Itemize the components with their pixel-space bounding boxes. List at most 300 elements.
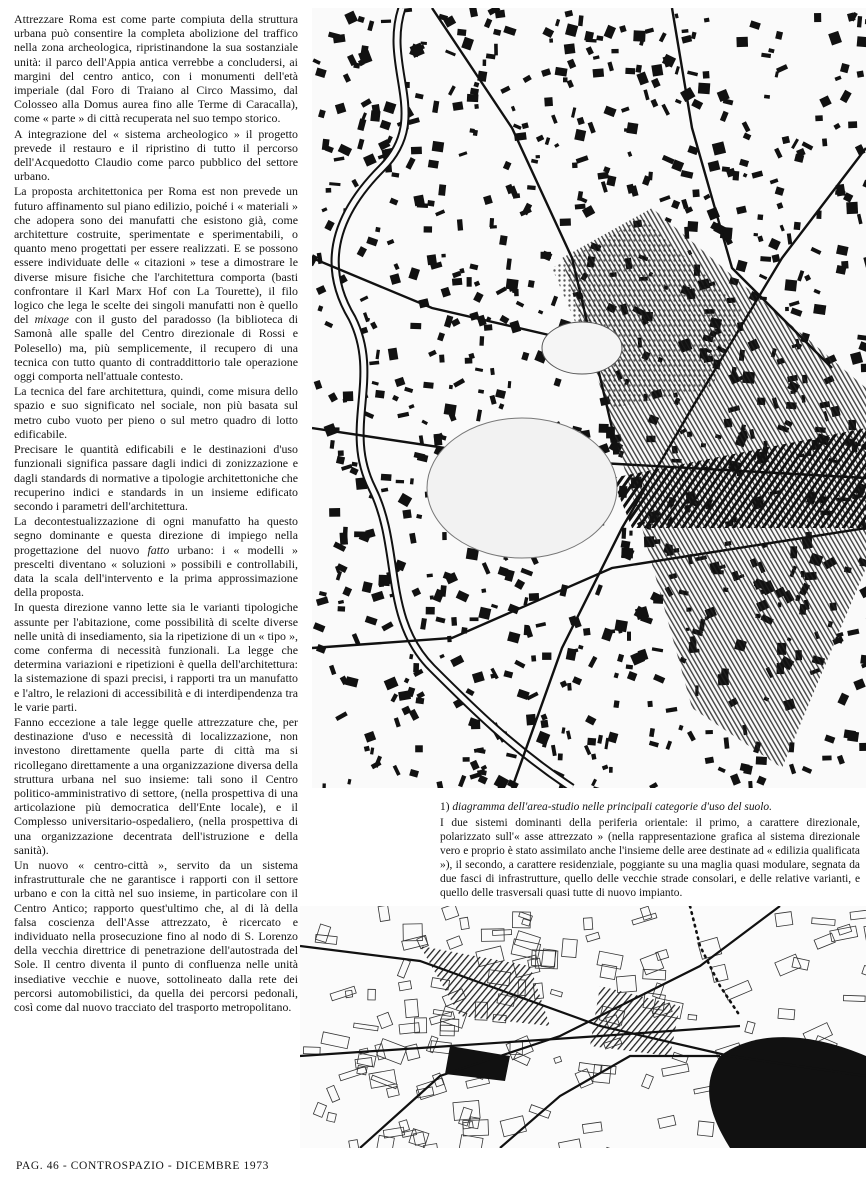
building-block (593, 55, 600, 60)
building-block (837, 693, 849, 706)
building-block (338, 450, 344, 456)
block-outline (440, 1025, 454, 1036)
block-outline (605, 1147, 628, 1148)
building-block (375, 350, 379, 360)
building-block (347, 779, 351, 785)
block-outline (321, 1032, 350, 1049)
building-block (364, 746, 370, 752)
building-block (404, 678, 410, 684)
building-block (427, 200, 435, 207)
caption-body: I due sistemi dominanti della periferia orientale: il primo, a carattere direzionale, polarizzato sull'« asse attrezzato » (nella rappresentazione grafica al sistema direzionale vero e proprio è stato assimilato anche l'insieme delle aree destinate ad « edilizia qualificata »), il secondo, a carattere residenziale, poggiante su una maglia quasi modulare, segnata da due fasci di infrastrutture, quello delle vecchie strade consolari, e delle relative varianti, e quello delle trasversali quasi tutte di nuovo impianto. (440, 817, 860, 899)
building-block (619, 25, 626, 33)
building-block (708, 160, 721, 172)
building-block (712, 141, 726, 155)
building-block (802, 766, 812, 774)
building-block (836, 245, 849, 256)
building-block (774, 148, 782, 159)
building-block (409, 769, 419, 778)
block-outline (688, 1015, 697, 1021)
building-block (486, 53, 496, 59)
building-block (545, 137, 550, 145)
building-block (565, 10, 574, 17)
building-block (394, 263, 400, 270)
building-block (859, 743, 866, 751)
building-block (351, 462, 357, 467)
building-block (414, 452, 426, 460)
building-block (366, 237, 378, 247)
building-block (607, 732, 618, 744)
paragraph-text: La decontestualizzazione di ogni manufatto ha questo segno dominante e questa direzione di impiego nella progettazione del nuovo (14, 514, 298, 557)
building-block (328, 392, 338, 402)
block-outline (775, 954, 801, 976)
building-block (588, 656, 597, 668)
building-block (467, 277, 472, 287)
building-block (474, 104, 479, 109)
building-block (822, 755, 831, 760)
building-block (457, 29, 466, 36)
building-block (840, 63, 850, 73)
building-block (857, 36, 866, 47)
building-block (627, 671, 637, 681)
building-block (469, 264, 478, 271)
building-block (361, 98, 372, 108)
building-block (513, 124, 522, 130)
block-outline (838, 924, 852, 935)
building-block (601, 181, 608, 193)
block-outline (642, 1074, 654, 1089)
building-block (379, 582, 384, 587)
article-body (14, 12, 298, 1015)
building-block (858, 341, 866, 353)
paragraph-text: urbano: i « modelli » prescelti diventano « soluzioni » possibili e controllabili, data la scala dell'intervento e la prima approssimazione della proposta. (14, 542, 298, 600)
building-block (316, 596, 329, 606)
building-block (531, 655, 536, 661)
building-block (444, 315, 453, 328)
building-block (753, 233, 758, 237)
building-block (555, 67, 568, 77)
building-block (789, 300, 800, 306)
building-block (506, 753, 517, 759)
building-block (334, 156, 345, 161)
building-block (572, 676, 582, 685)
building-block (469, 128, 474, 133)
building-block (372, 104, 381, 114)
building-block (428, 160, 439, 169)
building-block (687, 731, 696, 742)
building-block (375, 390, 385, 399)
building-block (613, 700, 619, 708)
building-block (541, 714, 548, 721)
building-block (472, 671, 485, 683)
building-block (564, 43, 576, 54)
building-block (857, 16, 862, 28)
building-block (484, 18, 492, 28)
block-outline (601, 1065, 616, 1074)
building-block (597, 172, 608, 180)
block-outline (579, 1063, 602, 1074)
building-block (338, 600, 344, 604)
dotted-area-east (552, 218, 742, 408)
building-block (602, 764, 609, 770)
building-block (500, 86, 510, 94)
building-block (617, 654, 624, 663)
block-outline (339, 1067, 367, 1081)
block-outline (656, 949, 669, 960)
building-block (479, 336, 484, 346)
building-block (522, 122, 529, 129)
building-block (649, 782, 658, 788)
building-block (416, 514, 422, 519)
building-block (511, 106, 516, 112)
block-outline (792, 957, 809, 970)
building-block (381, 20, 391, 24)
building-block (410, 478, 414, 484)
building-block (768, 238, 781, 250)
block-outline (616, 975, 636, 992)
building-block (814, 13, 821, 22)
building-block (813, 304, 826, 315)
building-block (705, 757, 714, 764)
building-block (777, 202, 784, 209)
building-block (571, 107, 576, 118)
block-outline (327, 1085, 340, 1102)
building-block (850, 352, 863, 365)
building-block (423, 382, 434, 389)
building-block (627, 184, 635, 194)
building-block (575, 204, 586, 210)
building-block (787, 233, 792, 244)
building-block (756, 756, 767, 765)
building-block (476, 409, 482, 421)
building-block (317, 305, 323, 312)
building-block (605, 629, 615, 633)
block-outline (550, 989, 562, 996)
block-outline (583, 918, 592, 930)
residential-area-oval (427, 418, 617, 558)
building-block (415, 745, 423, 752)
building-block (636, 71, 649, 85)
building-block (343, 398, 348, 402)
building-block (645, 28, 654, 34)
building-block (536, 731, 550, 746)
building-block (824, 735, 835, 744)
building-block (383, 101, 396, 114)
building-block (544, 97, 553, 106)
block-outline (582, 1122, 602, 1133)
caption-title: diagramma dell'area-studio nelle principali categorie d'uso del suolo. (452, 801, 772, 813)
building-block (857, 214, 863, 225)
building-block (483, 60, 487, 66)
building-block (474, 281, 480, 287)
building-block (404, 387, 413, 393)
building-block (718, 767, 726, 773)
building-block (491, 604, 498, 609)
building-block (371, 591, 384, 602)
building-block (857, 70, 864, 77)
building-block (315, 68, 327, 78)
building-block (395, 377, 406, 387)
building-block (506, 258, 512, 270)
building-block (409, 404, 415, 409)
building-block (724, 737, 730, 749)
building-block (678, 725, 683, 731)
land-use-diagram-map (312, 8, 866, 788)
building-block (412, 588, 422, 597)
building-block (313, 622, 325, 632)
building-block (442, 532, 447, 540)
building-block (391, 172, 399, 177)
building-block (682, 29, 689, 33)
article-paragraph-6 (14, 514, 298, 599)
building-block (319, 591, 327, 597)
figure-caption (440, 800, 860, 900)
building-block (591, 786, 600, 788)
building-block (764, 95, 770, 99)
building-block (703, 71, 710, 79)
building-block (439, 654, 444, 659)
building-block (316, 644, 327, 654)
building-block (567, 80, 574, 89)
building-block (523, 75, 532, 83)
block-outline (554, 1056, 562, 1063)
building-block (759, 274, 768, 280)
building-block (704, 18, 710, 23)
building-block (652, 647, 664, 652)
building-block (471, 720, 481, 730)
building-block (536, 155, 541, 158)
building-block (499, 235, 507, 245)
building-block (560, 680, 568, 688)
block-outline (775, 912, 793, 927)
building-block (369, 361, 379, 366)
article-paragraph-1 (14, 12, 298, 126)
building-block (527, 185, 536, 190)
building-block (572, 162, 578, 168)
block-outline (778, 1009, 795, 1020)
building-block (551, 296, 558, 307)
building-block (541, 720, 549, 728)
block-outline (640, 953, 664, 975)
block-outline (586, 932, 600, 942)
building-block (739, 159, 749, 167)
block-outline (303, 1047, 320, 1054)
building-block (643, 89, 649, 100)
building-block (666, 741, 673, 750)
building-block (554, 143, 559, 148)
building-block (391, 693, 399, 702)
building-block (374, 756, 382, 768)
infrastructure-diagram-map (300, 906, 866, 1148)
building-block (743, 133, 752, 141)
building-block (380, 120, 392, 131)
paragraph-text: Un nuovo « centro-città », servito da un sistema infrastrutturale che ne garantisce i rapporti con il settore urbano e con la città nel suo insieme, in particolare con il Centro Antico; rapporto quest'ultimo che, al di là della falsa coscienza dell'Asse attrezzato, è ricercato e individuato nella prosecuzione fino al nodo di S. Lorenzo della vecchia direttrice di penetrazione dell'autostrada del Sole. Il centro diventa il punto di confluenza nelle unità insediative vecchie e nuove, sottolineato dalla rete dei percorsi automobilistici, da quella dei percorsi pedonali, così come dal nuovo tracciato del trasporto metropolitano. (14, 857, 298, 1015)
building-block (768, 48, 774, 53)
building-block (743, 173, 748, 178)
building-block (381, 474, 392, 481)
building-block (703, 194, 710, 200)
building-block (470, 88, 479, 95)
building-block (321, 207, 327, 212)
building-block (427, 573, 433, 577)
building-block (494, 44, 498, 56)
block-outline (862, 966, 866, 978)
block-outline (426, 1036, 437, 1053)
block-outline (698, 937, 722, 959)
building-block (566, 648, 577, 661)
archaeological-area (542, 322, 622, 374)
block-outline (541, 949, 556, 968)
building-block (752, 171, 764, 179)
building-block (595, 584, 603, 596)
building-block (396, 480, 404, 484)
building-block (437, 332, 445, 341)
building-block (775, 31, 783, 40)
article-paragraph-5 (14, 442, 298, 513)
building-block (742, 121, 751, 132)
building-block (603, 106, 616, 117)
building-block (388, 348, 399, 361)
building-block (578, 15, 584, 26)
building-block (811, 247, 822, 255)
building-block (848, 121, 857, 128)
building-block (436, 781, 443, 788)
building-block (441, 254, 445, 258)
building-block (576, 155, 589, 163)
block-outline (459, 1135, 483, 1148)
building-block (528, 280, 535, 288)
building-block (375, 227, 380, 232)
building-block (659, 195, 670, 202)
building-block (833, 123, 840, 130)
building-block (691, 32, 697, 40)
building-block (316, 285, 326, 295)
building-block (813, 289, 820, 295)
building-block (675, 13, 679, 18)
block-outline (399, 981, 412, 991)
building-block (790, 308, 802, 317)
paragraph-text: In questa direzione vanno lette sia le varianti tipologiche assunte per l'abitazione, come possibilità di scelte diverse nelle unità di insediamento, sia la ripetizione di un « tipo », come conferma di necessità funzionali. La legge che determina variazioni e ripetizioni è quella dell'architettura: la sistemazione di spazi precisi, i rapporti tra un manufatto e l'altro, le relazioni di accessibilità e di interdipendenza tra le varie parti. (14, 600, 298, 714)
building-block (649, 728, 655, 737)
building-block (459, 151, 468, 157)
building-block (542, 653, 551, 660)
block-outline (313, 1102, 326, 1117)
building-block (653, 674, 665, 684)
article-paragraph-9 (14, 858, 298, 1014)
building-block (330, 440, 335, 449)
building-block (370, 321, 377, 329)
building-block (853, 678, 865, 690)
building-block (438, 184, 446, 196)
building-block (435, 617, 445, 624)
building-block (402, 509, 411, 518)
building-block (352, 633, 361, 645)
building-block (756, 776, 766, 786)
block-outline (316, 924, 331, 942)
building-block (593, 68, 605, 77)
building-block (410, 323, 421, 330)
building-block (636, 65, 642, 73)
building-block (408, 267, 420, 280)
building-block (340, 532, 349, 545)
building-block (413, 195, 425, 207)
building-block (698, 83, 710, 95)
building-block (469, 8, 478, 17)
building-block (775, 186, 785, 195)
land-use-diagram-drawing (312, 8, 866, 788)
building-block (444, 403, 457, 415)
building-block (531, 159, 538, 164)
block-outline (349, 1140, 360, 1148)
building-block (583, 628, 591, 636)
building-block (481, 765, 487, 771)
building-block (609, 767, 613, 773)
building-block (390, 273, 401, 285)
building-block (675, 99, 682, 104)
building-block (503, 670, 513, 678)
building-block (621, 107, 630, 113)
block-outline (514, 931, 540, 952)
dotted-metro-line (690, 906, 740, 1016)
building-block (513, 193, 521, 199)
block-outline (500, 1116, 526, 1137)
building-block (398, 493, 413, 507)
building-block (647, 701, 652, 707)
block-outline (371, 1075, 397, 1089)
hatched-zone-center (590, 986, 680, 1056)
building-block (651, 64, 663, 77)
building-block (335, 103, 346, 115)
building-block (458, 775, 466, 787)
building-block (478, 389, 484, 394)
building-block (353, 62, 360, 68)
building-block (675, 66, 680, 75)
building-block (452, 271, 461, 278)
building-block (776, 64, 788, 73)
building-block (566, 730, 571, 739)
article-paragraph-8 (14, 715, 298, 857)
building-block (565, 23, 578, 37)
building-block (859, 585, 866, 598)
building-block (560, 218, 571, 226)
building-block (607, 62, 614, 72)
building-block (757, 236, 763, 243)
block-outline (405, 1044, 420, 1060)
building-block (508, 381, 512, 388)
building-block (597, 735, 603, 744)
building-block (503, 26, 516, 36)
building-block (651, 99, 659, 108)
block-outline (745, 1021, 755, 1034)
building-block (448, 85, 456, 95)
block-outline (378, 906, 390, 922)
building-block (318, 109, 326, 118)
building-block (591, 754, 596, 760)
building-block (760, 256, 771, 262)
building-block (577, 117, 585, 125)
building-block (835, 75, 842, 81)
block-outline (377, 1012, 393, 1028)
building-block (367, 20, 374, 31)
building-block (626, 122, 638, 134)
building-block (661, 104, 670, 116)
infrastructure-diagram-drawing (300, 906, 866, 1148)
building-block (584, 745, 591, 755)
block-outline (399, 1120, 410, 1132)
building-block (381, 621, 393, 631)
building-block (324, 321, 333, 328)
building-block (586, 39, 597, 43)
building-block (558, 753, 563, 760)
